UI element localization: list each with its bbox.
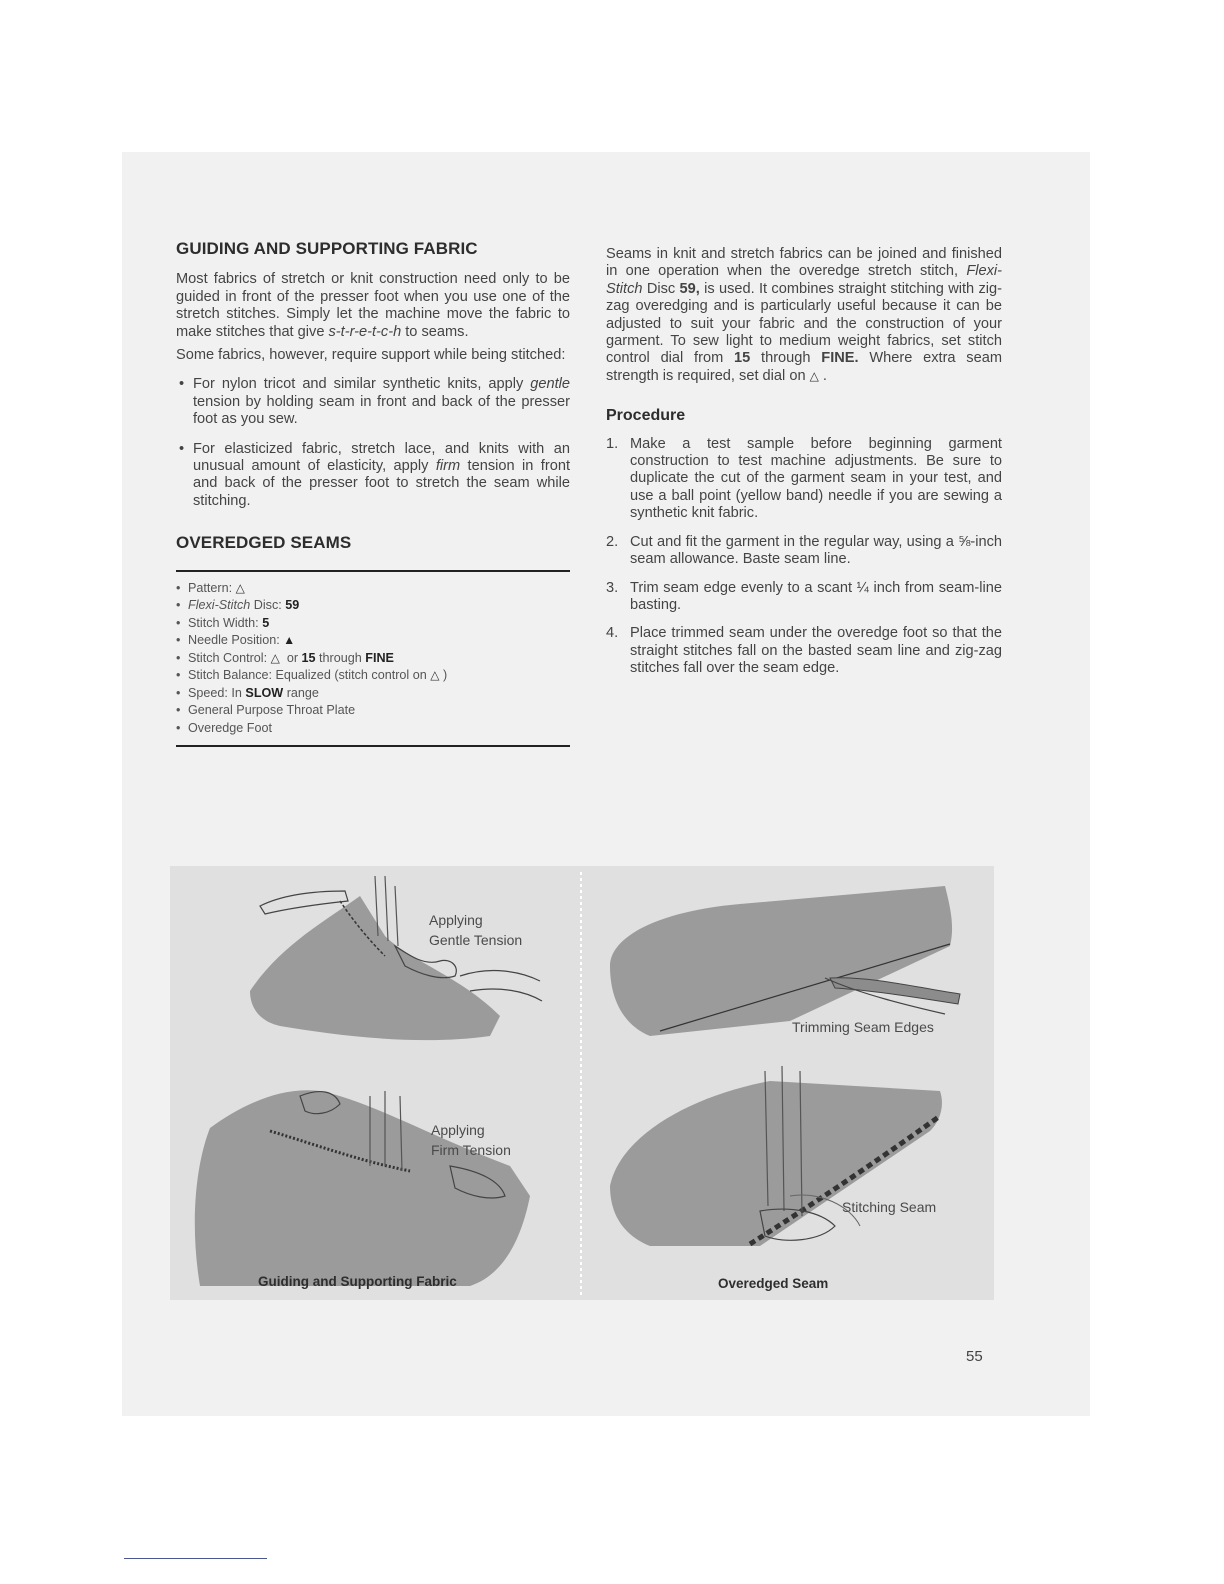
stitch-control-icon: △	[430, 668, 440, 683]
procedure-steps	[606, 436, 1002, 678]
spec-control: • Stitch Control: △ or 15 through FINE	[176, 650, 570, 668]
right-column	[606, 246, 1002, 689]
presser-foot-top	[375, 876, 398, 946]
heading-procedure: Procedure	[606, 407, 686, 425]
support-bullet-list	[176, 376, 570, 510]
spec-throat-plate: • General Purpose Throat Plate	[176, 702, 570, 720]
overedge-stitch-pattern-icon: △	[235, 580, 245, 595]
spec-disc: • Flexi-Stitch Disc: 59	[176, 597, 570, 615]
footer-rule	[124, 1558, 267, 1559]
illustration-drawings	[170, 866, 994, 1300]
procedure-step: 3. Trim seam edge evenly to a scant ¼ inch from seam-line basting.	[606, 579, 1002, 613]
caption-overedged-seam: Overedged Seam	[718, 1276, 829, 1291]
machine-settings-list	[176, 580, 570, 738]
bullet-firm-tension: • For elasticized fabric, stretch lace, and knits with an unusual amount of elasticity, apply firm tension in front and back of the presser foot to stretch the seam while stitching.	[176, 441, 570, 511]
fabric-trim	[610, 886, 952, 1036]
left-column	[176, 240, 570, 747]
page-number: 55	[966, 1348, 983, 1365]
procedure-step: 1. Make a test sample before beginning garment construction to test machine adjustments. Be sure to duplicate the cut of the garment seam in your test, and use a ball point (yellow band) needle if you are sewing a synthetic knit fabric.	[606, 435, 1002, 522]
spec-pattern: • Pattern: △	[176, 580, 570, 598]
spec-balance: • Stitch Balance: Equalized (stitch control on △ )	[176, 667, 570, 685]
bullet-gentle-tension: • For nylon tricot and similar synthetic knits, apply gentle tension by holding seam in front and back of the presser foot as you sew.	[176, 376, 570, 428]
procedure-step: 2. Cut and fit the garment in the regular way, using a ⅝-inch seam allowance. Baste seam line.	[606, 533, 1002, 568]
procedure-step: 4. Place trimmed seam under the overedge foot so that the straight stitches fall on the basted seam line and zig-zag stitches fall over the seam edge.	[606, 625, 1002, 677]
stitch-control-icon: △	[809, 368, 819, 383]
paragraph-support: Some fabrics, however, require support while being stitched:	[176, 347, 566, 364]
paragraph-guiding: Most fabrics of stretch or knit construction need only to be guided in front of the presser foot when you use one of the stretch stitches. Simply let the machine move the fabric to make stitches that give s-t-r-e-t-c-h to seams.	[176, 271, 570, 340]
label-stitching-seam: Stitching Seam	[842, 1199, 937, 1215]
paragraph-overedge-intro: Seams in knit and stretch fabrics can be joined and finished in one operation when the overedge stretch stitch, Flexi-Stitch Disc 59, is used. It combines straight stitching with zig-zag overedging and is particularly useful because it can be adjusted to suit your fabric and the construction of your garment. To sew light to medium weight fabrics, set stitch control dial from 15 through FINE. Where extra seam strength is required, set dial on △ .	[606, 246, 1003, 384]
label-trimming-seam: Trimming Seam Edges	[792, 1019, 934, 1035]
hand-left-top	[260, 891, 348, 914]
stitch-control-icon: △	[270, 650, 280, 665]
caption-guiding-supporting: Guiding and Supporting Fabric	[258, 1274, 457, 1289]
spec-needle: • Needle Position: ▲	[176, 632, 570, 650]
spec-bottom-rule	[176, 745, 570, 747]
label-firm-tension: Applying Firm Tension	[431, 1122, 511, 1158]
spec-foot: • Overedge Foot	[176, 720, 570, 738]
spec-speed: • Speed: In SLOW range	[176, 685, 570, 703]
heading-guiding-supporting: GUIDING AND SUPPORTING FABRIC	[176, 239, 478, 258]
spec-width: • Stitch Width: 5	[176, 615, 570, 633]
label-gentle-tension: Applying Gentle Tension	[429, 912, 523, 948]
fabric-stitch	[610, 1081, 942, 1246]
illustration-panel	[170, 866, 994, 1300]
spec-top-rule	[176, 570, 570, 572]
heading-overedged-seams: OVEREDGED SEAMS	[176, 533, 352, 553]
needle-position-icon: ▲	[283, 633, 296, 648]
